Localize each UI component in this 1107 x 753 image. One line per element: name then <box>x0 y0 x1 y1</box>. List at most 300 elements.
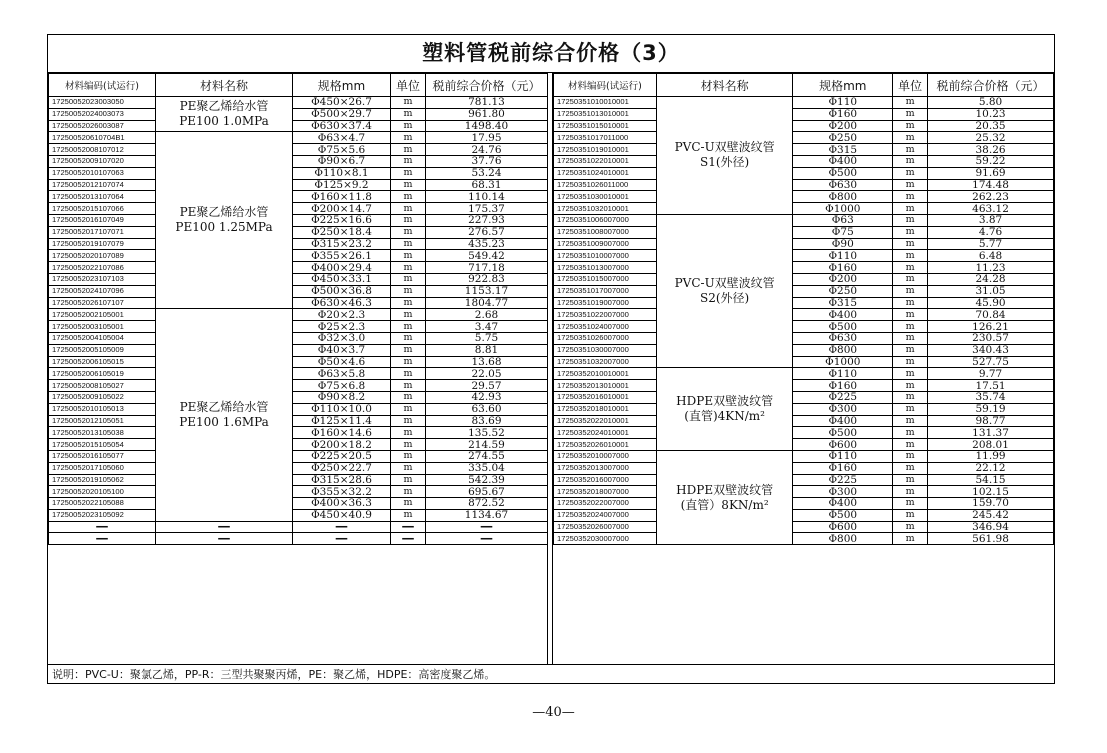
material-code: 17250352026007000 <box>554 521 657 533</box>
unit: m <box>391 403 426 415</box>
table-row <box>554 214 1054 226</box>
unit: m <box>893 262 928 274</box>
price: 54.15 <box>928 474 1054 486</box>
unit: m <box>391 155 426 167</box>
price: 561.98 <box>928 533 1054 545</box>
material-name-line: PE100 1.6MPa <box>179 415 269 430</box>
table-row <box>554 250 1054 262</box>
price: 872.52 <box>426 498 548 510</box>
spec: Φ400×36.3 <box>293 498 391 510</box>
empty-row <box>49 533 548 545</box>
spec: Φ1000 <box>793 356 893 368</box>
spec: Φ450×33.1 <box>293 273 391 285</box>
unit: m <box>391 439 426 451</box>
material-name-line: (直管)4KN/m² <box>684 409 765 424</box>
table-row <box>554 427 1054 439</box>
header-unit: 单位 <box>391 74 426 97</box>
spec: Φ200×14.7 <box>293 203 391 215</box>
price: 335.04 <box>426 462 548 474</box>
price: 91.69 <box>928 167 1054 179</box>
unit: m <box>391 179 426 191</box>
spec: Φ800 <box>793 191 893 203</box>
table-row <box>554 509 1054 521</box>
unit: m <box>893 191 928 203</box>
price: 549.42 <box>426 250 548 262</box>
table-row <box>554 380 1054 392</box>
unit: m <box>893 356 928 368</box>
spec: Φ1000 <box>793 203 893 215</box>
price: 463.12 <box>928 203 1054 215</box>
unit: m <box>391 309 426 321</box>
table-row <box>49 238 548 250</box>
unit: m <box>893 344 928 356</box>
material-code: 17250052008105027 <box>49 380 156 392</box>
price: 230.57 <box>928 332 1054 344</box>
table-row <box>554 120 1054 132</box>
material-name-cell <box>156 309 293 521</box>
header-unit: 单位 <box>893 74 928 97</box>
price: 38.26 <box>928 144 1054 156</box>
price: 435.23 <box>426 238 548 250</box>
spec: Φ600 <box>793 439 893 451</box>
spec: Φ225 <box>793 391 893 403</box>
table-row <box>554 391 1054 403</box>
material-code: 17250352026010001 <box>554 439 657 451</box>
price: 8.81 <box>426 344 548 356</box>
unit: m <box>391 132 426 144</box>
spec: Φ50×4.6 <box>293 356 391 368</box>
material-code: 17250351024007000 <box>554 321 657 333</box>
material-code: 17250352016007000 <box>554 474 657 486</box>
price: 110.14 <box>426 191 548 203</box>
table-row <box>49 285 548 297</box>
unit: m <box>893 533 928 545</box>
table-row <box>554 285 1054 297</box>
unit: m <box>893 214 928 226</box>
unit: m <box>893 144 928 156</box>
material-code: 17250351015007000 <box>554 273 657 285</box>
unit: m <box>391 344 426 356</box>
unit: m <box>391 191 426 203</box>
spec: Φ630 <box>793 179 893 191</box>
spec: Φ110 <box>793 368 893 380</box>
material-code: 17250351017011000 <box>554 132 657 144</box>
unit: m <box>391 391 426 403</box>
price: 37.76 <box>426 155 548 167</box>
unit: m <box>391 226 426 238</box>
price: 5.77 <box>928 238 1054 250</box>
spec: Φ200 <box>793 273 893 285</box>
table-row <box>49 450 548 462</box>
left-price-table <box>48 73 548 545</box>
price: 2.68 <box>426 309 548 321</box>
table-row <box>49 97 548 109</box>
price: 70.84 <box>928 309 1054 321</box>
page-number: —40— <box>532 705 575 720</box>
unit: m <box>893 391 928 403</box>
unit: m <box>893 368 928 380</box>
spec: Φ200 <box>793 120 893 132</box>
price: 24.76 <box>426 144 548 156</box>
table-row <box>554 403 1054 415</box>
material-code: 17250351032007000 <box>554 356 657 368</box>
price: 35.74 <box>928 391 1054 403</box>
table-row <box>554 474 1054 486</box>
left-half <box>48 73 548 545</box>
table-row <box>49 250 548 262</box>
unit: m <box>893 238 928 250</box>
material-code: 17250352030007000 <box>554 533 657 545</box>
material-code: 17250052015107066 <box>49 203 156 215</box>
material-name-line: HDPE双壁波纹管 <box>676 394 774 409</box>
right-price-table <box>553 73 1054 545</box>
unit: m <box>893 273 928 285</box>
spec: Φ500×29.7 <box>293 108 391 120</box>
price: 542.39 <box>426 474 548 486</box>
spec: Φ600 <box>793 521 893 533</box>
price: 11.99 <box>928 450 1054 462</box>
material-code: 17250352018010001 <box>554 403 657 415</box>
table-row <box>554 179 1054 191</box>
price: 31.05 <box>928 285 1054 297</box>
table-row <box>49 214 548 226</box>
unit: m <box>391 380 426 392</box>
table-row <box>554 297 1054 309</box>
header-name: 材料名称 <box>656 74 793 97</box>
table-row <box>49 391 548 403</box>
spec: Φ630×37.4 <box>293 120 391 132</box>
material-code: 17250351022007000 <box>554 309 657 321</box>
price: 695.67 <box>426 486 548 498</box>
material-name-cell <box>656 97 793 215</box>
unit: m <box>391 203 426 215</box>
table-row <box>49 262 548 274</box>
material-code: 17250052017107071 <box>49 226 156 238</box>
spec: Φ20×2.3 <box>293 309 391 321</box>
material-code: 17250052012107074 <box>49 179 156 191</box>
spec: Φ300 <box>793 403 893 415</box>
spec: Φ125×9.2 <box>293 179 391 191</box>
material-code: 172500520610704B1 <box>49 132 156 144</box>
table-row <box>554 144 1054 156</box>
spec: Φ110×8.1 <box>293 167 391 179</box>
unit: m <box>893 132 928 144</box>
material-code: 17250052023003050 <box>49 97 156 109</box>
unit: m <box>391 108 426 120</box>
price: 1134.67 <box>426 509 548 521</box>
spec: Φ160×14.6 <box>293 427 391 439</box>
material-name-line: HDPE双壁波纹管 <box>676 482 774 497</box>
material-code: 17250351010010001 <box>554 97 657 109</box>
spec: Φ63×4.7 <box>293 132 391 144</box>
unit: m <box>893 179 928 191</box>
price: 68.31 <box>426 179 548 191</box>
table-row <box>49 415 548 427</box>
material-name-cell <box>656 450 793 544</box>
spec: Φ160 <box>793 380 893 392</box>
table-row <box>554 415 1054 427</box>
table-row <box>49 297 548 309</box>
spec: Φ500 <box>793 509 893 521</box>
material-code: 17250052009107020 <box>49 155 156 167</box>
header-spec: 规格mm <box>793 74 893 97</box>
table-row <box>49 380 548 392</box>
spec: Φ400 <box>793 498 893 510</box>
unit: m <box>893 462 928 474</box>
price: 1153.17 <box>426 285 548 297</box>
spec: Φ250 <box>793 285 893 297</box>
page-title: 塑料管税前综合价格（3） <box>48 35 1054 73</box>
unit: m <box>391 250 426 262</box>
spec: Φ400×29.4 <box>293 262 391 274</box>
material-code: 17250052013105038 <box>49 427 156 439</box>
unit: m <box>893 439 928 451</box>
spec: Φ315×23.2 <box>293 238 391 250</box>
material-code: 17250052019107079 <box>49 238 156 250</box>
spec: Φ63×5.8 <box>293 368 391 380</box>
unit: m <box>391 509 426 521</box>
unit: m <box>893 474 928 486</box>
table-row <box>554 309 1054 321</box>
dash-cell: — <box>426 533 548 545</box>
spec: Φ450×40.9 <box>293 509 391 521</box>
table-row <box>49 356 548 368</box>
spec: Φ300 <box>793 486 893 498</box>
material-code: 17250052005105009 <box>49 344 156 356</box>
spec: Φ110 <box>793 97 893 109</box>
material-name-line: PVC-U双壁波纹管 <box>674 140 775 155</box>
unit: m <box>893 285 928 297</box>
spec: Φ90 <box>793 238 893 250</box>
header-price: 税前综合价格（元） <box>928 74 1054 97</box>
table-row <box>49 226 548 238</box>
table-row <box>554 439 1054 451</box>
table-row <box>554 344 1054 356</box>
material-code: 17250052003105001 <box>49 321 156 333</box>
material-name-cell <box>656 368 793 451</box>
table-row <box>49 344 548 356</box>
unit: m <box>893 203 928 215</box>
empty-row <box>49 521 548 533</box>
material-code: 17250052013107064 <box>49 191 156 203</box>
right-header-row <box>554 74 1054 97</box>
material-name-line: PE100 1.0MPa <box>179 114 269 129</box>
spec: Φ630 <box>793 332 893 344</box>
material-name-cell <box>656 214 793 367</box>
table-row <box>554 533 1054 545</box>
material-code: 17250351017007000 <box>554 285 657 297</box>
material-code: 17250052010105013 <box>49 403 156 415</box>
spec: Φ110×10.0 <box>293 403 391 415</box>
material-code: 17250351009007000 <box>554 238 657 250</box>
table-row <box>554 521 1054 533</box>
material-code: 17250352022010001 <box>554 415 657 427</box>
spec: Φ75×5.6 <box>293 144 391 156</box>
unit: m <box>893 498 928 510</box>
spec: Φ450×26.7 <box>293 97 391 109</box>
dash-cell: — <box>156 521 293 533</box>
material-code: 17250351026007000 <box>554 332 657 344</box>
material-name-line: (直管）8KN/m² <box>680 497 769 512</box>
price: 13.68 <box>426 356 548 368</box>
material-name-line: S1(外径) <box>700 155 750 170</box>
price: 717.18 <box>426 262 548 274</box>
price: 45.90 <box>928 297 1054 309</box>
unit: m <box>893 450 928 462</box>
material-code: 17250352018007000 <box>554 486 657 498</box>
price: 17.51 <box>928 380 1054 392</box>
price: 227.93 <box>426 214 548 226</box>
price: 5.75 <box>426 332 548 344</box>
spec: Φ160 <box>793 262 893 274</box>
table-row <box>49 332 548 344</box>
unit: m <box>893 226 928 238</box>
material-name-line: PE100 1.25MPa <box>175 220 273 235</box>
unit: m <box>391 144 426 156</box>
spec: Φ90×6.7 <box>293 155 391 167</box>
unit: m <box>391 285 426 297</box>
material-code: 17250351008007000 <box>554 226 657 238</box>
right-half <box>553 73 1054 545</box>
material-code: 17250052020105100 <box>49 486 156 498</box>
spec: Φ125×11.4 <box>293 415 391 427</box>
unit: m <box>391 427 426 439</box>
price: 63.60 <box>426 403 548 415</box>
material-code: 17250052006105019 <box>49 368 156 380</box>
material-code: 17250052024003073 <box>49 108 156 120</box>
unit: m <box>893 155 928 167</box>
unit: m <box>391 97 426 109</box>
table-row <box>554 108 1054 120</box>
material-code: 17250052012105051 <box>49 415 156 427</box>
spec: Φ225×16.6 <box>293 214 391 226</box>
table-row <box>49 108 548 120</box>
price: 6.48 <box>928 250 1054 262</box>
unit: m <box>391 332 426 344</box>
header-name: 材料名称 <box>156 74 293 97</box>
material-code: 17250351022010001 <box>554 155 657 167</box>
table-row <box>49 155 548 167</box>
material-name-line: PVC-U双壁波纹管 <box>674 276 775 291</box>
table-row <box>554 132 1054 144</box>
table-row <box>554 450 1054 462</box>
material-code: 17250052008107012 <box>49 144 156 156</box>
spec: Φ800 <box>793 533 893 545</box>
material-code: 17250352010007000 <box>554 450 657 462</box>
price: 276.57 <box>426 226 548 238</box>
unit: m <box>391 415 426 427</box>
price: 527.75 <box>928 356 1054 368</box>
table-row <box>49 191 548 203</box>
spec: Φ500 <box>793 427 893 439</box>
unit: m <box>893 415 928 427</box>
material-code: 17250351019007000 <box>554 297 657 309</box>
dash-cell: — <box>293 533 391 545</box>
unit: m <box>893 97 928 109</box>
price: 22.05 <box>426 368 548 380</box>
table-row <box>49 179 548 191</box>
table-row <box>49 509 548 521</box>
table-row <box>554 321 1054 333</box>
price: 274.55 <box>426 450 548 462</box>
price: 11.23 <box>928 262 1054 274</box>
price: 83.69 <box>426 415 548 427</box>
header-price: 税前综合价格（元） <box>426 74 548 97</box>
dash-cell: — <box>391 521 426 533</box>
table-row <box>49 498 548 510</box>
price: 59.19 <box>928 403 1054 415</box>
price: 3.87 <box>928 214 1054 226</box>
table-row <box>49 439 548 451</box>
material-code: 17250052015105054 <box>49 439 156 451</box>
material-code: 17250052024107096 <box>49 285 156 297</box>
table-row <box>49 462 548 474</box>
material-code: 17250352013007000 <box>554 462 657 474</box>
price: 53.24 <box>426 167 548 179</box>
spec: Φ63 <box>793 214 893 226</box>
spec: Φ400 <box>793 415 893 427</box>
price: 135.52 <box>426 427 548 439</box>
dash-cell: — <box>49 533 156 545</box>
price: 126.21 <box>928 321 1054 333</box>
table-row <box>554 191 1054 203</box>
material-name-line: PE聚乙烯给水管 <box>179 99 269 114</box>
material-code: 17250052022107086 <box>49 262 156 274</box>
spec: Φ315×28.6 <box>293 474 391 486</box>
footnote: 说明：PVC-U：聚氯乙烯，PP-R：三型共聚聚丙烯，PE：聚乙烯，HDPE：高密度聚乙烯。 <box>48 664 1054 683</box>
material-code: 17250052016107049 <box>49 214 156 226</box>
material-code: 17250052002105001 <box>49 309 156 321</box>
price: 9.77 <box>928 368 1054 380</box>
price: 102.15 <box>928 486 1054 498</box>
material-code: 17250052016105077 <box>49 450 156 462</box>
material-code: 17250052006105015 <box>49 356 156 368</box>
price: 175.37 <box>426 203 548 215</box>
spec: Φ355×32.2 <box>293 486 391 498</box>
unit: m <box>391 321 426 333</box>
material-code: 17250352022007000 <box>554 498 657 510</box>
table-row <box>554 332 1054 344</box>
price: 20.35 <box>928 120 1054 132</box>
table-row <box>554 498 1054 510</box>
table-row <box>49 368 548 380</box>
unit: m <box>893 120 928 132</box>
unit: m <box>391 450 426 462</box>
material-code: 17250351015010001 <box>554 120 657 132</box>
spec: Φ200×18.2 <box>293 439 391 451</box>
material-name-line: S2(外径) <box>700 291 750 306</box>
spec: Φ500 <box>793 167 893 179</box>
price: 922.83 <box>426 273 548 285</box>
material-code: 17250052017105060 <box>49 462 156 474</box>
unit: m <box>893 309 928 321</box>
spec: Φ250×22.7 <box>293 462 391 474</box>
right-table-body <box>554 97 1054 545</box>
price: 3.47 <box>426 321 548 333</box>
table-row <box>554 238 1054 250</box>
price: 59.22 <box>928 155 1054 167</box>
table-row <box>49 167 548 179</box>
unit: m <box>893 321 928 333</box>
unit: m <box>893 403 928 415</box>
table-row <box>49 474 548 486</box>
table-row <box>554 226 1054 238</box>
dash-cell: — <box>49 521 156 533</box>
price: 781.13 <box>426 97 548 109</box>
header-code: 材料编码(试运行) <box>49 74 156 97</box>
material-code: 17250052022105088 <box>49 498 156 510</box>
unit: m <box>391 486 426 498</box>
